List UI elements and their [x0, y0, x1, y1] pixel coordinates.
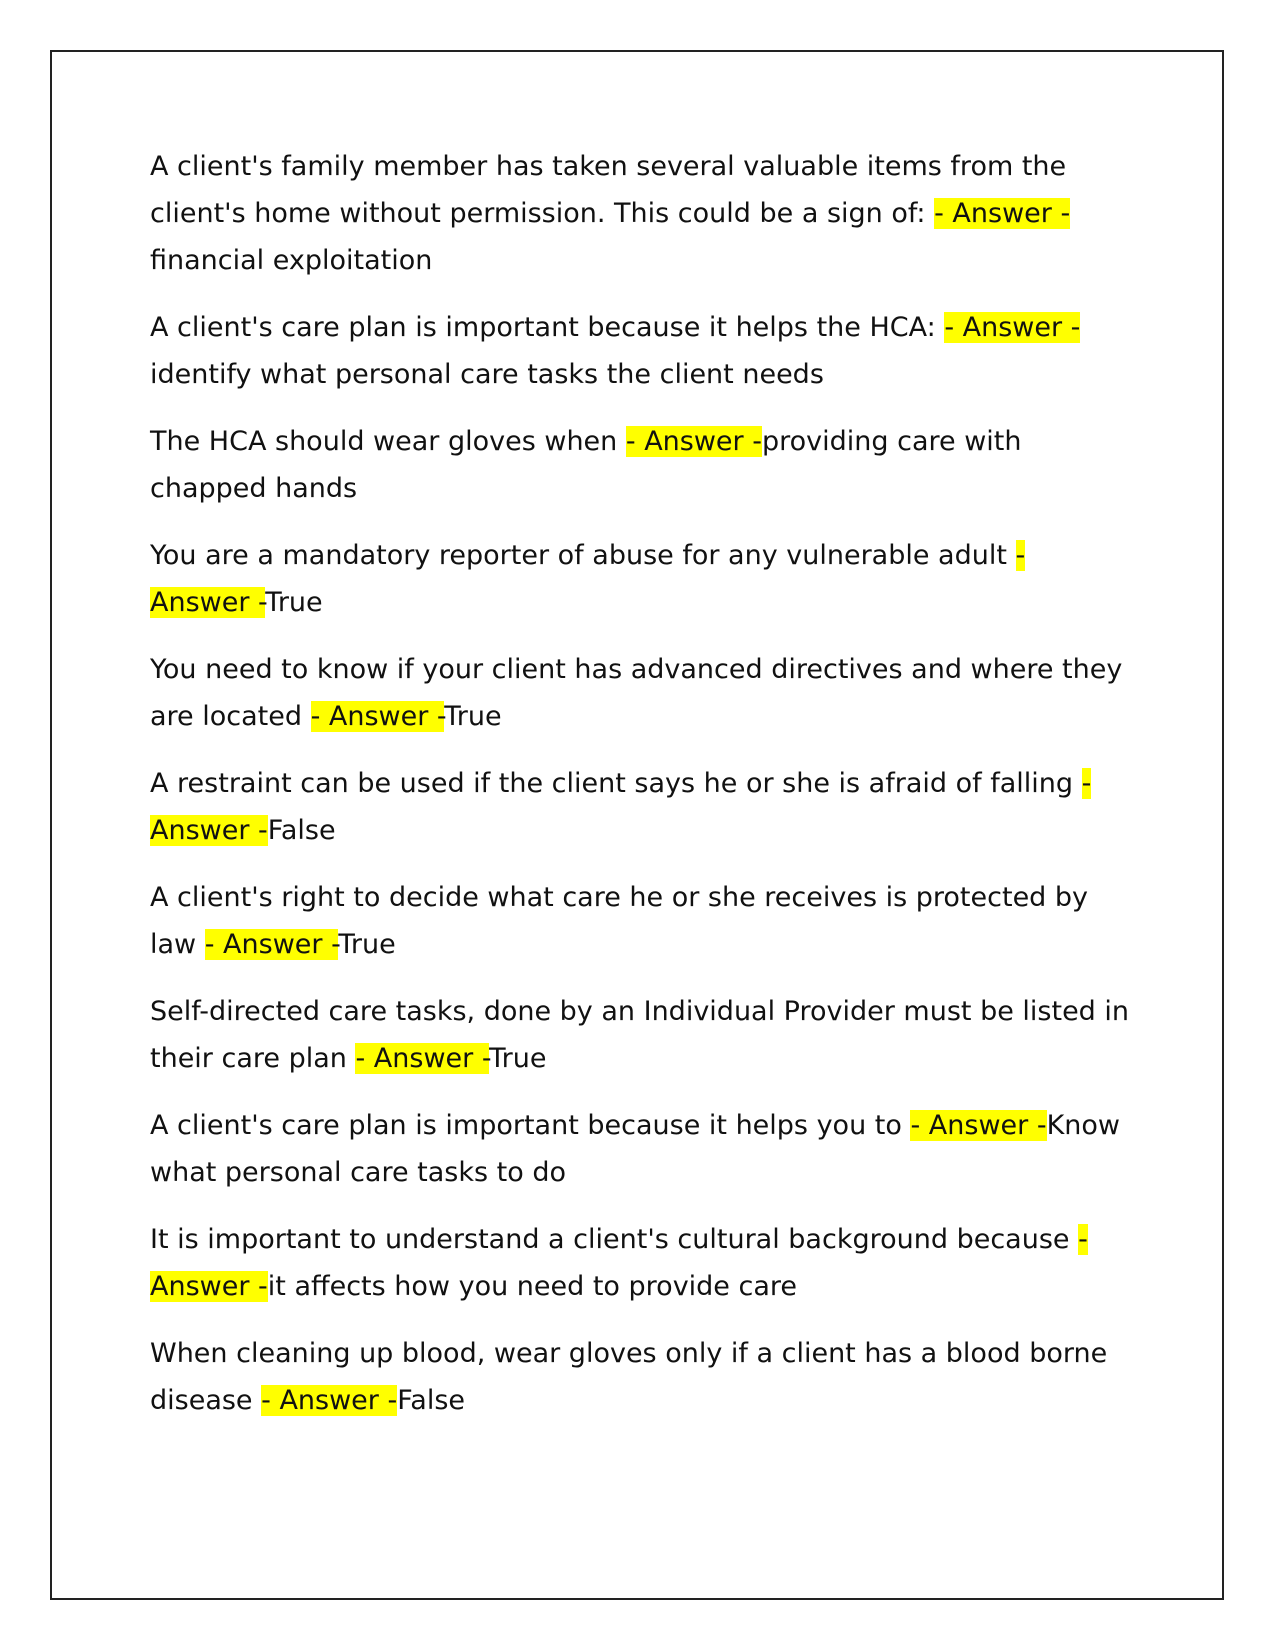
answer-text: False — [397, 1385, 466, 1416]
answer-highlight: - Answer - — [261, 1385, 398, 1416]
answer-highlight: - Answer - — [355, 1043, 490, 1074]
qa-item — [150, 988, 1130, 1082]
answer-highlight: - Answer - — [310, 701, 445, 732]
answer-text: True — [489, 1043, 547, 1074]
answer-highlight: - Answer - — [204, 929, 339, 960]
question-text: The HCA should wear gloves when — [150, 426, 626, 457]
qa-list — [150, 143, 1130, 1444]
answer-text: providing care with chapped hands — [150, 426, 1022, 504]
qa-item — [150, 1102, 1130, 1196]
question-text: Self-directed care tasks, done by an Individual Provider must be listed in their care plan — [150, 996, 1130, 1074]
qa-item — [150, 143, 1130, 284]
question-text: A client's right to decide what care he or she receives is protected by law — [150, 882, 1089, 960]
question-text: A client's care plan is important because it helps you to — [150, 1110, 911, 1141]
answer-highlight: - Answer - — [150, 540, 1026, 618]
question-text: When cleaning up blood, wear gloves only if a client has a blood borne disease — [150, 1338, 1108, 1416]
answer-text: financial exploitation — [150, 245, 433, 276]
question-text: You are a mandatory reporter of abuse for any vulnerable adult — [150, 540, 1016, 571]
answer-highlight: - Answer - — [934, 198, 1071, 229]
answer-text: True — [444, 701, 502, 732]
answer-text: identify what personal care tasks the client needs — [150, 359, 824, 390]
qa-item — [150, 646, 1130, 740]
answer-highlight: - Answer - — [910, 1110, 1047, 1141]
answer-highlight: - Answer - — [150, 768, 1092, 846]
qa-item — [150, 1216, 1130, 1310]
qa-item — [150, 418, 1130, 512]
question-text: A client's care plan is important because it helps the HCA: — [150, 312, 945, 343]
answer-highlight: - Answer - — [625, 426, 762, 457]
question-text: It is important to understand a client's cultural background because — [150, 1224, 1079, 1255]
answer-text: False — [267, 815, 336, 846]
qa-item — [150, 760, 1130, 854]
qa-item — [150, 1330, 1130, 1424]
answer-highlight: - Answer - — [944, 312, 1081, 343]
answer-text: True — [265, 587, 323, 618]
answer-text: it affects how you need to provide care — [267, 1271, 798, 1302]
qa-item — [150, 304, 1130, 398]
question-text: A client's family member has taken several valuable items from the client's home without permission. This could be a sign of: — [150, 151, 1067, 229]
question-text: A restraint can be used if the client says he or she is afraid of falling — [150, 768, 1082, 799]
answer-text: Know what personal care tasks to do — [150, 1110, 1120, 1188]
qa-item — [150, 532, 1130, 626]
qa-item — [150, 874, 1130, 968]
answer-text: True — [338, 929, 396, 960]
answer-highlight: - Answer - — [150, 1224, 1088, 1302]
question-text: You need to know if your client has advanced directives and where they are located — [150, 654, 1123, 732]
